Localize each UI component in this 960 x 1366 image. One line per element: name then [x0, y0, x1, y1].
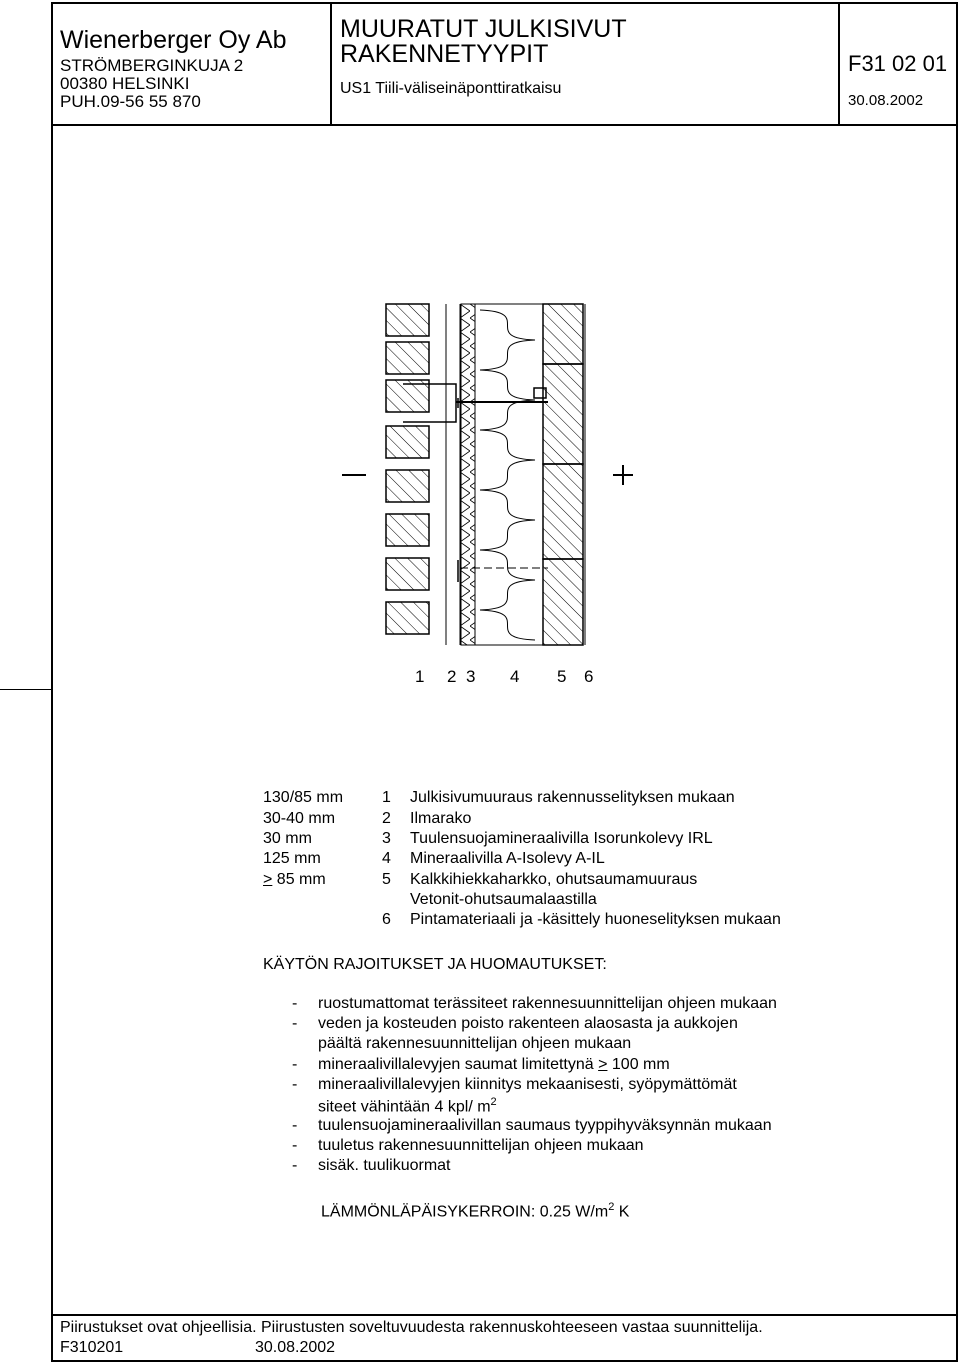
layer-number-3: 3 [466, 667, 476, 686]
header-divider [330, 2, 332, 126]
header-bottom-line [51, 124, 958, 126]
address-phone: PUH.09-56 55 870 [60, 92, 201, 111]
title-line-2: RAKENNETYYPIT [340, 40, 549, 68]
address-city: 00380 HELSINKI [60, 74, 190, 93]
drawing-frame [51, 2, 958, 1362]
layer-number-6: 6 [584, 667, 594, 686]
footer-disclaimer: Piirustukset ovat ohjeellisia. Piirustusten soveltuvuudesta rakennuskohteeseen vastaa suunnittelija. [60, 1319, 763, 1336]
u-value: LÄMMÖNLÄPÄISYKERROIN: 0.25 $W/m^2$ K [321, 1201, 630, 1221]
footer-line [51, 1314, 958, 1316]
layer-number-2: 2 [447, 667, 457, 686]
address-street: STRÖMBERGINKUJA 2 [60, 56, 244, 75]
margin-line [0, 689, 52, 690]
brick-facade-layer [386, 304, 429, 634]
header-divider [838, 2, 840, 126]
layer-number-5: 5 [557, 667, 567, 686]
company-name: Wienerberger Oy Ab [60, 26, 287, 54]
block-layer [543, 304, 583, 645]
layer-number-1: 1 [415, 667, 425, 686]
drawing-code: F31 02 01 [848, 51, 948, 76]
layer-number-4: 4 [510, 667, 520, 686]
wall-section-diagram [330, 290, 650, 660]
footer-date: 30.08.2002 [255, 1339, 336, 1356]
title-line-1: MUURATUT JULKISIVUT [340, 15, 627, 43]
restrictions-heading: KÄYTÖN RAJOITUKSET JA HUOMAUTUKSET: [263, 956, 607, 973]
subtitle: US1 Tiili-väliseinäponttiratkaisu [340, 80, 562, 97]
footer-doc-code: F310201 [60, 1339, 124, 1356]
header-date: 30.08.2002 [848, 92, 924, 109]
